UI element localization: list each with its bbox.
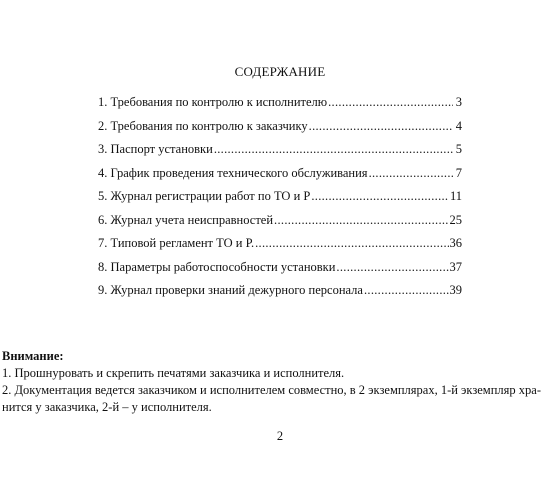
toc-item-page: 25 [449,212,462,227]
toc-item-text: 6. Журнал учета неисправностей [98,212,274,227]
toc-item-page: 39 [449,283,462,297]
notice-line: нится у заказчика, 2-й – у исполнителя. [2,400,212,414]
toc-item [98,260,462,284]
notice-line: 2. Документация ведется заказчиком и исполнителем совместно, в 2 экземплярах, 1-й экземпляр хра- [2,383,541,397]
toc-leader-dots [214,142,453,157]
toc-leader-dots [309,119,453,134]
toc-item [98,189,462,213]
toc-item [98,166,462,190]
toc-item-text: 1. Требования по контролю к исполнителю [98,95,328,109]
toc-item-page: 36 [449,236,462,250]
notice-line: 1. Прошнуровать и скрепить печатями заказчика и исполнителя. [2,366,345,380]
toc-item [98,142,462,166]
toc-item [98,213,462,237]
toc-item [98,119,462,143]
toc-item [98,236,462,260]
toc-leader-dots [255,236,448,251]
toc-title: СОДЕРЖАНИЕ [234,64,326,79]
table-of-contents [98,95,462,307]
toc-item-page: 7 [455,165,462,180]
toc-leader-dots [364,283,449,298]
toc-leader-dots [328,95,453,110]
toc-item-text: 4. График проведения технического обслуживания [98,165,368,180]
toc-item-text: 3. Паспорт установки [98,142,213,156]
toc-item-page: 37 [449,259,462,274]
toc-leader-dots [274,213,448,228]
toc-item-text: 5. Журнал регистрации работ по ТО и Р [98,189,311,203]
toc-item-page: 5 [455,142,462,156]
notice-block [2,348,556,416]
toc-leader-dots [336,260,448,275]
toc-item-page: 11 [449,189,462,203]
toc-item-text: 2. Требования по контролю к заказчику [98,118,308,133]
toc-item [98,283,462,307]
toc-item-page: 4 [455,118,462,133]
notice-title: Внимание: [2,349,64,363]
toc-leader-dots [311,189,449,204]
toc-leader-dots [369,166,453,181]
toc-item [98,95,462,119]
toc-item-text: 8. Параметры работоспособности установки [98,259,336,274]
toc-item-text: 7. Типовой регламент ТО и Р. [98,236,255,250]
toc-item-text: 9. Журнал проверки знаний дежурного персонала [98,283,363,297]
toc-item-page: 3 [455,95,462,109]
page-number: 2 [276,429,284,443]
